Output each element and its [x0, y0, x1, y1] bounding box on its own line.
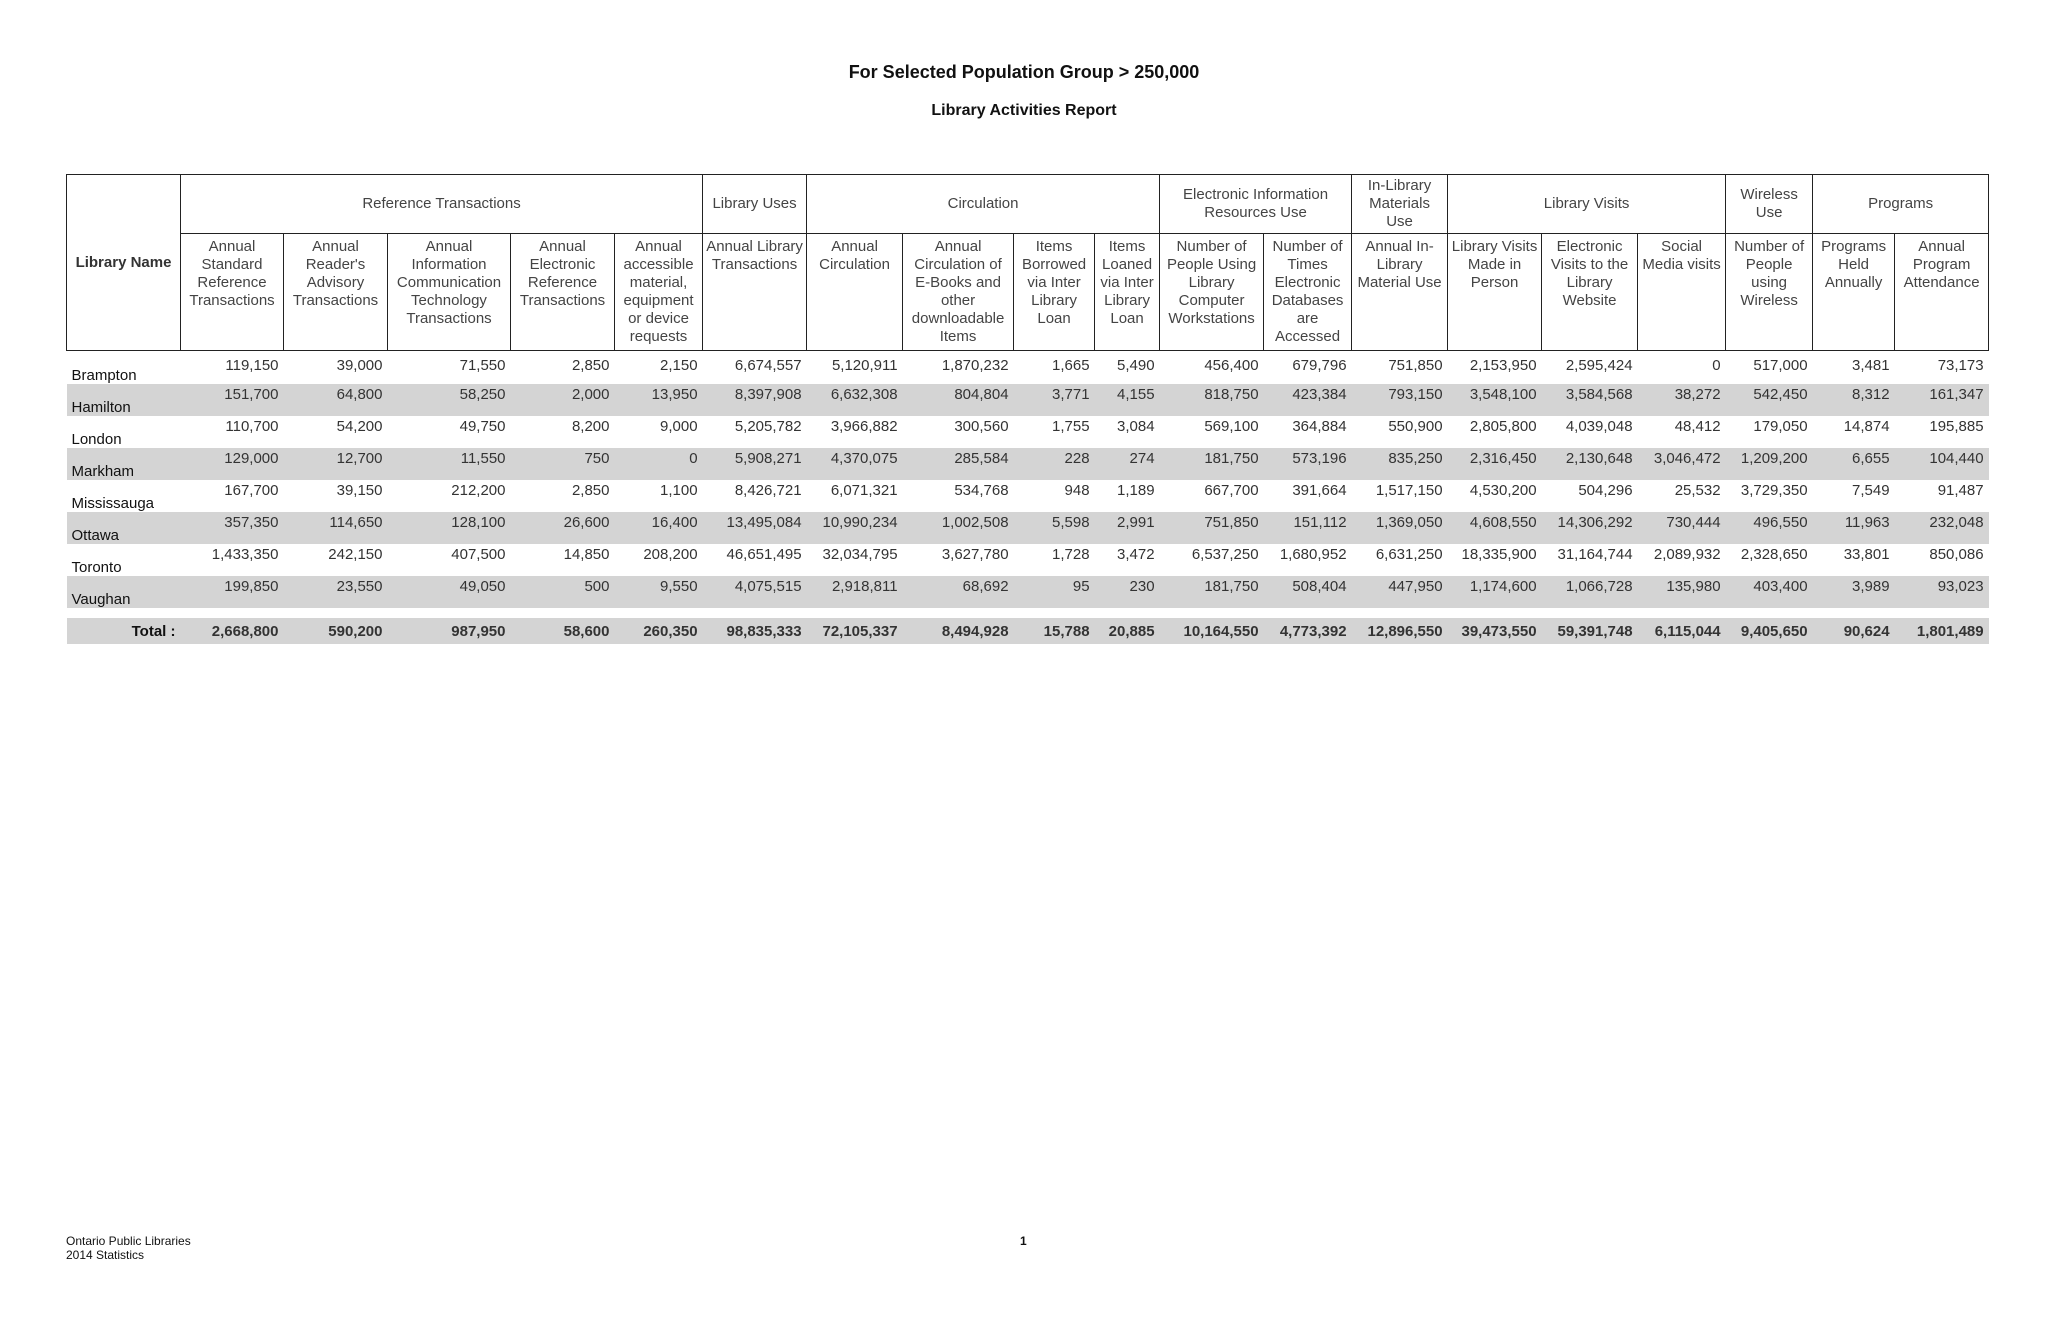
- value-cell: 2,805,800: [1469, 418, 1537, 435]
- column-group-header: Circulation: [807, 175, 1160, 234]
- value-cell: 3,481: [1852, 357, 1890, 374]
- value-cell: 285,584: [903, 448, 1014, 480]
- value-cell: 46,651,495: [726, 546, 802, 563]
- value-cell: 5,598: [1014, 512, 1095, 544]
- table-row: [67, 576, 1989, 608]
- page-number: 1: [1020, 1234, 1027, 1248]
- value-cell: 456,400: [1204, 357, 1259, 374]
- total-value-cell: 9,405,650: [1726, 618, 1813, 644]
- value-cell: 500: [511, 576, 615, 608]
- value-cell: 573,196: [1264, 448, 1352, 480]
- value-cell: 91,487: [1937, 482, 1984, 499]
- column-header: Annual Program Attendance: [1895, 234, 1989, 351]
- library-name-header: Library Name: [67, 175, 181, 351]
- value-cell: 2,000: [511, 384, 615, 416]
- value-cell: 2,991: [1095, 512, 1160, 544]
- total-value-cell: 15,788: [1014, 618, 1095, 644]
- value-cell: 4,155: [1095, 384, 1160, 416]
- table-row: [67, 512, 1989, 544]
- value-cell: 8,397,908: [703, 384, 807, 416]
- value-cell: 3,771: [1014, 384, 1095, 416]
- column-header: Programs Held Annually: [1813, 234, 1895, 351]
- value-cell: 407,500: [451, 546, 506, 563]
- value-cell: 793,150: [1352, 384, 1448, 416]
- value-cell: 2,918,811: [807, 576, 903, 608]
- value-cell: 49,750: [459, 418, 506, 435]
- value-cell: 6,631,250: [1375, 546, 1443, 563]
- value-cell: 403,400: [1726, 576, 1813, 608]
- footer-line-1: Ontario Public Libraries: [66, 1234, 191, 1248]
- value-cell: 179,050: [1753, 418, 1808, 435]
- value-cell: 14,850: [563, 546, 610, 563]
- value-cell: 1,433,350: [211, 546, 279, 563]
- column-group-header: Library Visits: [1448, 175, 1726, 234]
- column-group-header: Electronic Information Resources Use: [1160, 175, 1352, 234]
- value-cell: 1,209,200: [1726, 448, 1813, 480]
- library-name-cell: Markham: [67, 448, 181, 480]
- total-value-cell: 2,668,800: [181, 618, 284, 644]
- library-name-cell: Hamilton: [67, 384, 181, 416]
- value-cell: 496,550: [1726, 512, 1813, 544]
- value-cell: 8,426,721: [734, 482, 802, 499]
- total-value-cell: 12,896,550: [1352, 618, 1448, 644]
- value-cell: 228: [1014, 448, 1095, 480]
- value-cell: 4,608,550: [1448, 512, 1542, 544]
- total-value-cell: 987,950: [388, 618, 511, 644]
- column-header: Annual In-Library Material Use: [1352, 234, 1448, 351]
- column-header: Library Visits Made in Person: [1448, 234, 1542, 351]
- report-subtitle: Library Activities Report: [931, 102, 1117, 119]
- value-cell: 517,000: [1753, 357, 1808, 374]
- value-cell: 4,370,075: [807, 448, 903, 480]
- value-cell: 5,120,911: [831, 357, 898, 374]
- value-cell: 423,384: [1264, 384, 1352, 416]
- value-cell: 730,444: [1638, 512, 1726, 544]
- value-cell: 181,750: [1160, 448, 1264, 480]
- value-cell: 49,050: [388, 576, 511, 608]
- column-header: Annual Electronic Reference Transactions: [511, 234, 615, 351]
- table-row: [67, 416, 1989, 448]
- value-cell: 161,347: [1895, 384, 1989, 416]
- value-cell: 274: [1095, 448, 1160, 480]
- value-cell: 6,674,557: [734, 357, 802, 374]
- table-row: [67, 384, 1989, 416]
- value-cell: 104,440: [1895, 448, 1989, 480]
- value-cell: 750: [511, 448, 615, 480]
- value-cell: 3,584,568: [1542, 384, 1638, 416]
- column-header: Number of People Using Library Computer Workstations: [1160, 234, 1264, 351]
- value-cell: 818,750: [1160, 384, 1264, 416]
- total-value-cell: 10,164,550: [1160, 618, 1264, 644]
- library-name-cell: London: [71, 431, 122, 448]
- value-cell: 1,665: [1052, 357, 1090, 374]
- total-label: Total :: [67, 618, 181, 644]
- total-value-cell: 8,494,928: [903, 618, 1014, 644]
- column-header: Annual Information Communication Technology Transactions: [388, 234, 511, 351]
- value-cell: 550,900: [1388, 418, 1443, 435]
- value-cell: 569,100: [1204, 418, 1259, 435]
- value-cell: 8,312: [1813, 384, 1895, 416]
- value-cell: 2,150: [660, 357, 698, 374]
- value-cell: 3,729,350: [1740, 482, 1808, 499]
- value-cell: 6,655: [1813, 448, 1895, 480]
- column-group-header: Library Uses: [703, 175, 807, 234]
- column-header: Social Media visits: [1638, 234, 1726, 351]
- value-cell: 2,153,950: [1469, 357, 1537, 374]
- value-cell: 835,250: [1352, 448, 1448, 480]
- value-cell: 751,850: [1388, 357, 1443, 374]
- value-cell: 38,272: [1638, 384, 1726, 416]
- value-cell: 6,537,250: [1191, 546, 1259, 563]
- library-activities-table: [66, 174, 1989, 644]
- value-cell: 23,550: [284, 576, 388, 608]
- value-cell: 667,700: [1204, 482, 1259, 499]
- column-header: Annual Circulation: [807, 234, 903, 351]
- column-header: Items Loaned via Inter Library Loan: [1095, 234, 1160, 351]
- value-cell: 199,850: [181, 576, 284, 608]
- value-cell: 3,084: [1117, 418, 1155, 435]
- table-body: [67, 351, 1989, 645]
- value-cell: 357,350: [181, 512, 284, 544]
- table-row: [67, 480, 1989, 512]
- value-cell: 39,150: [336, 482, 383, 499]
- value-cell: 128,100: [388, 512, 511, 544]
- value-cell: 2,850: [571, 357, 610, 374]
- value-cell: 135,980: [1638, 576, 1726, 608]
- value-cell: 71,550: [459, 357, 506, 374]
- value-cell: 850,086: [1929, 546, 1984, 563]
- value-cell: 10,990,234: [807, 512, 903, 544]
- value-cell: 14,874: [1843, 418, 1890, 435]
- value-cell: 11,963: [1813, 512, 1895, 544]
- value-cell: 391,664: [1292, 482, 1347, 499]
- total-value-cell: 39,473,550: [1448, 618, 1542, 644]
- column-header: Number of Times Electronic Databases are Accessed: [1264, 234, 1352, 351]
- value-cell: 64,800: [284, 384, 388, 416]
- column-header: Annual Reader's Advisory Transactions: [284, 234, 388, 351]
- total-value-cell: 90,624: [1813, 618, 1895, 644]
- value-cell: 32,034,795: [822, 546, 898, 563]
- value-cell: 2,328,650: [1740, 546, 1808, 563]
- value-cell: 119,150: [225, 357, 279, 374]
- value-cell: 534,768: [954, 482, 1009, 499]
- total-value-cell: 1,801,489: [1895, 618, 1989, 644]
- value-cell: 151,112: [1264, 512, 1352, 544]
- value-cell: 1,174,600: [1448, 576, 1542, 608]
- value-cell: 9,550: [615, 576, 703, 608]
- value-cell: 2,316,450: [1448, 448, 1542, 480]
- value-cell: 5,205,782: [734, 418, 802, 435]
- value-cell: 232,048: [1895, 512, 1989, 544]
- column-header: Electronic Visits to the Library Website: [1542, 234, 1638, 351]
- spacer-row: [67, 608, 1989, 618]
- total-value-cell: 72,105,337: [807, 618, 903, 644]
- value-cell: 13,495,084: [703, 512, 807, 544]
- value-cell: 1,870,232: [941, 357, 1009, 374]
- value-cell: 508,404: [1264, 576, 1352, 608]
- value-cell: 114,650: [284, 512, 388, 544]
- column-header: Number of People using Wireless: [1726, 234, 1813, 351]
- value-cell: 679,796: [1292, 357, 1347, 374]
- value-cell: 54,200: [336, 418, 383, 435]
- value-cell: 948: [1064, 482, 1090, 499]
- value-cell: 212,200: [451, 482, 506, 499]
- column-header: Annual Circulation of E-Books and other downloadable Items: [903, 234, 1014, 351]
- value-cell: 31,164,744: [1557, 546, 1633, 563]
- value-cell: 8,200: [571, 418, 610, 435]
- value-cell: 95: [1014, 576, 1095, 608]
- value-cell: 3,472: [1117, 546, 1155, 563]
- value-cell: 5,490: [1117, 357, 1155, 374]
- value-cell: 11,550: [388, 448, 511, 480]
- value-cell: 6,632,308: [807, 384, 903, 416]
- value-cell: 242,150: [328, 546, 383, 563]
- value-cell: 1,100: [660, 482, 698, 499]
- library-name-cell: Vaughan: [67, 576, 181, 608]
- value-cell: 167,700: [224, 482, 279, 499]
- value-cell: 48,412: [1674, 418, 1721, 435]
- column-group-header: Programs: [1813, 175, 1989, 234]
- value-cell: 33,801: [1843, 546, 1890, 563]
- value-cell: 1,680,952: [1279, 546, 1347, 563]
- value-cell: 18,335,900: [1461, 546, 1537, 563]
- table-row: [67, 544, 1989, 576]
- table-row: [67, 351, 1989, 385]
- value-cell: 73,173: [1937, 357, 1984, 374]
- value-cell: 1,189: [1117, 482, 1155, 499]
- value-cell: 181,750: [1160, 576, 1264, 608]
- value-cell: 0: [615, 448, 703, 480]
- footer-source: [66, 1234, 191, 1262]
- total-value-cell: 4,773,392: [1264, 618, 1352, 644]
- column-group-header: Wireless Use: [1726, 175, 1813, 234]
- value-cell: 5,908,271: [703, 448, 807, 480]
- value-cell: 1,755: [1052, 418, 1090, 435]
- column-header: Annual Library Transactions: [703, 234, 807, 351]
- total-row: [67, 618, 1989, 644]
- value-cell: 804,804: [903, 384, 1014, 416]
- total-value-cell: 59,391,748: [1542, 618, 1638, 644]
- value-cell: 58,250: [388, 384, 511, 416]
- value-cell: 3,627,780: [941, 546, 1009, 563]
- value-cell: 2,089,932: [1653, 546, 1721, 563]
- value-cell: 3,046,472: [1638, 448, 1726, 480]
- value-cell: 7,549: [1852, 482, 1890, 499]
- column-header: Annual Standard Reference Transactions: [181, 234, 284, 351]
- value-cell: 195,885: [1929, 418, 1984, 435]
- value-cell: 151,700: [181, 384, 284, 416]
- value-cell: 542,450: [1726, 384, 1813, 416]
- value-cell: 208,200: [643, 546, 698, 563]
- value-cell: 0: [1712, 357, 1721, 374]
- value-cell: 9,000: [660, 418, 698, 435]
- total-value-cell: 20,885: [1095, 618, 1160, 644]
- value-cell: 3,548,100: [1448, 384, 1542, 416]
- value-cell: 751,850: [1160, 512, 1264, 544]
- value-cell: 1,728: [1052, 546, 1090, 563]
- value-cell: 504,296: [1578, 482, 1633, 499]
- value-cell: 16,400: [615, 512, 703, 544]
- value-cell: 14,306,292: [1542, 512, 1638, 544]
- value-cell: 3,966,882: [830, 418, 898, 435]
- column-header-row: [67, 234, 1989, 351]
- value-cell: 364,884: [1292, 418, 1347, 435]
- footer-line-2: 2014 Statistics: [66, 1248, 145, 1262]
- value-cell: 39,000: [336, 357, 383, 374]
- report-title: For Selected Population Group > 250,000: [848, 62, 1200, 82]
- value-cell: 110,700: [225, 418, 279, 435]
- value-cell: 1,066,728: [1542, 576, 1638, 608]
- value-cell: 447,950: [1352, 576, 1448, 608]
- value-cell: 2,595,424: [1565, 357, 1633, 374]
- value-cell: 1,369,050: [1352, 512, 1448, 544]
- value-cell: 1,517,150: [1375, 482, 1443, 499]
- value-cell: 300,560: [954, 418, 1009, 435]
- column-header: Items Borrowed via Inter Library Loan: [1014, 234, 1095, 351]
- total-value-cell: 58,600: [511, 618, 615, 644]
- value-cell: 129,000: [181, 448, 284, 480]
- library-name-cell: Ottawa: [67, 512, 181, 544]
- value-cell: 2,850: [571, 482, 610, 499]
- total-value-cell: 6,115,044: [1638, 618, 1726, 644]
- column-group-header-row: [67, 175, 1989, 234]
- value-cell: 25,532: [1674, 482, 1721, 499]
- value-cell: 93,023: [1895, 576, 1989, 608]
- value-cell: 26,600: [511, 512, 615, 544]
- value-cell: 68,692: [903, 576, 1014, 608]
- value-cell: 1,002,508: [903, 512, 1014, 544]
- library-name-cell: Brampton: [71, 367, 137, 384]
- column-header: Annual accessible material, equipment or device requests: [615, 234, 703, 351]
- value-cell: 6,071,321: [830, 482, 898, 499]
- value-cell: 4,075,515: [703, 576, 807, 608]
- total-value-cell: 260,350: [615, 618, 703, 644]
- library-name-cell: Toronto: [71, 559, 122, 576]
- value-cell: 4,039,048: [1565, 418, 1633, 435]
- value-cell: 3,989: [1813, 576, 1895, 608]
- table-row: [67, 448, 1989, 480]
- column-group-header: Reference Transactions: [181, 175, 703, 234]
- value-cell: 2,130,648: [1542, 448, 1638, 480]
- value-cell: 230: [1095, 576, 1160, 608]
- column-group-header: In-Library Materials Use: [1352, 175, 1448, 234]
- library-name-cell: Mississauga: [71, 495, 155, 512]
- spacer-cell: [67, 608, 1989, 618]
- value-cell: 4,530,200: [1469, 482, 1537, 499]
- total-value-cell: 98,835,333: [703, 618, 807, 644]
- value-cell: 13,950: [615, 384, 703, 416]
- value-cell: 12,700: [284, 448, 388, 480]
- total-value-cell: 590,200: [284, 618, 388, 644]
